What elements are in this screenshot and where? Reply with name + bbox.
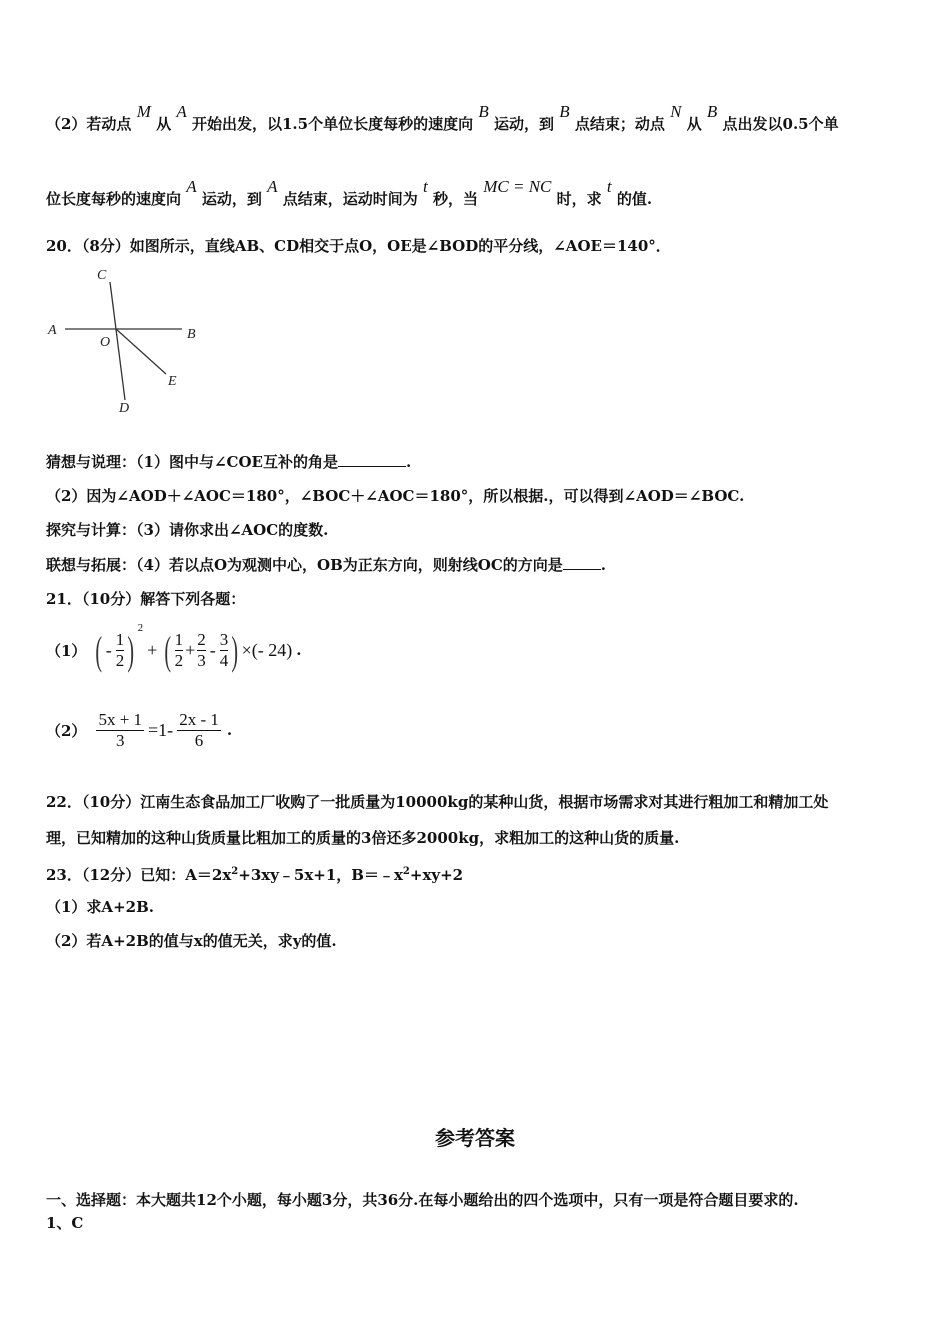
denominator: 2 [174,650,184,670]
label-b: B [187,327,196,342]
text: 点结束；动点 [574,115,665,133]
text: . [226,721,233,739]
text: 时，求 [556,190,602,208]
text: 猜想与说理：（1）图中与∠COE互补的角是 [46,453,338,471]
text: 的值. [616,190,653,208]
label-a: A [48,323,57,338]
plus-sign: + [185,639,196,660]
text: +3xy﹣5x+1，B＝﹣x [238,866,403,884]
q22-line1: 22．（10分）江南生态食品加工厂收购了一批质量为10000kg的某种山货，根据市场需求对其进行粗加工和精加工处 [46,793,829,811]
paren: ( [164,627,172,673]
q19-2-line2 [46,177,653,209]
q21-expr1 [46,624,301,676]
fraction [116,630,125,671]
text: 23．（12分）已知：A＝2x [46,866,232,884]
answers-section: 一、选择题：本大题共12个小题，每小题3分，共36分.在每小题给出的四个选项中，只有一项是符合题目要求的. [46,1191,799,1209]
q23-p2: （2）若A+2B的值与x的值无关，求y的值. [46,932,337,950]
times-term: ×(- 24) [241,639,293,660]
text: 点出发以0.5个单 [722,115,839,133]
q21-expr2 [46,704,232,756]
denominator: 6 [194,730,204,750]
answer-1: 1、C [46,1214,84,1232]
q20-p4 [46,555,606,575]
text: 点结束，运动时间为 [282,190,418,208]
var-b: B [478,102,489,121]
text: . [296,641,302,659]
equals-part: =1- [148,719,174,740]
numerator: 5x + 1 [98,709,143,729]
q20-p3: 探究与计算：（3）请你求出∠AOC的度数. [46,521,329,539]
text: . [405,453,412,471]
numerator: 1 [115,629,125,649]
answer-blank [338,452,406,467]
denominator: 2 [115,650,125,670]
equation-mc-nc: MC = NC [483,177,552,196]
fraction [177,710,221,751]
text: （1） [46,641,87,660]
var-a: A [267,177,278,196]
fraction [197,630,206,671]
q22-line2: 理，已知精加的这种山货质量比粗加工的质量的3倍还多2000kg，求粗加工的这种山货的质量. [46,829,680,847]
exponent: 2 [231,866,239,877]
text: 运动，到 [493,115,554,133]
plus-sign: + [147,639,158,660]
denominator: 3 [115,730,125,750]
q23-p1: （1）求A+2B. [46,898,154,916]
text: （2）若动点 [46,115,132,133]
text: . [600,556,606,574]
var-a: A [176,102,187,121]
var-a: A [186,177,197,196]
text: 联想与拓展：（4）若以点O为观测中心，OB为正东方向，则射线OC的方向是 [46,556,563,574]
q20-p2: （2）因为∠AOD＋∠AOC＝180°，∠BOC＋∠AOC＝180°，所以根据.，可以得到∠AOD＝∠BOC. [46,487,745,505]
q19-2-line1 [46,102,839,134]
text: 从 [686,115,702,133]
text: 秒，当 [432,190,478,208]
denominator: 4 [219,650,229,670]
var-t: t [606,177,612,196]
numerator: 3 [219,629,229,649]
fraction [96,710,144,751]
label-d: D [119,401,130,416]
answer-blank [563,555,601,570]
q21-stem: 21．（10分）解答下列各题： [46,590,246,608]
exponent: 2 [137,622,144,634]
paren: ) [127,627,135,673]
minus-sign: - [209,639,216,660]
text: 开始出发，以1.5个单位长度每秒的速度向 [191,115,474,133]
denominator: 3 [197,650,206,670]
minus-sign: - [105,639,112,660]
var-n: N [670,102,682,121]
var-b: B [706,102,718,121]
fraction [175,630,184,671]
q20-p1 [46,452,411,472]
answers-title: 参考答案 [435,1126,515,1150]
paren: ( [95,627,103,673]
text: +xy+2 [409,866,464,884]
var-m: M [136,102,151,121]
ray-oe [116,329,166,374]
text: 从 [156,115,172,133]
var-t: t [423,177,428,196]
q23-stem [46,862,463,885]
numerator: 2 [197,629,206,649]
text: 位长度每秒的速度向 [46,190,182,208]
label-c: C [97,268,107,283]
line-cd [110,282,125,400]
exponent: 2 [402,866,410,877]
paren: ) [231,627,239,673]
q20-stem: 20．（8分）如图所示，直线AB、CD相交于点O，OE是∠BOD的平分线，∠AOE＝140°． [46,237,671,255]
text: （2） [46,721,87,740]
numerator: 1 [174,629,184,649]
var-b: B [559,102,570,121]
label-e: E [168,374,177,389]
fraction [220,630,229,671]
label-o: O [100,335,111,350]
text: 运动，到 [201,190,262,208]
numerator: 2x - 1 [179,709,219,729]
q20-figure [40,262,210,417]
